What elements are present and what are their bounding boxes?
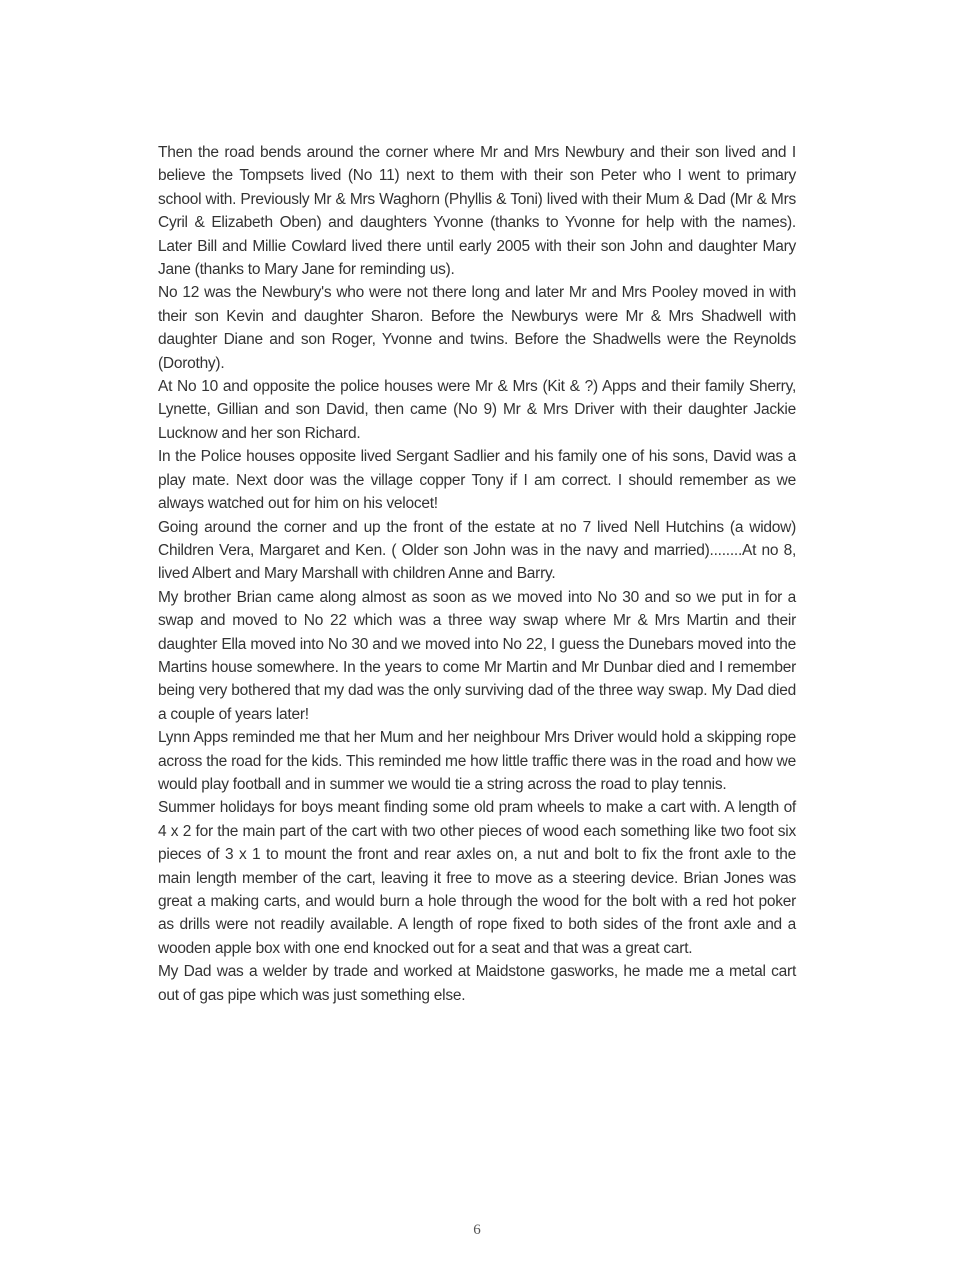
page-number: 6	[473, 1222, 481, 1238]
paragraph-newbury-tompsets: Then the road bends around the corner where Mr and Mrs Newbury and their son lived and I believe the Tompsets lived (No 11) next to them with their son Peter who I went to primary school with. Previously Mr & Mrs Waghorn (Phyllis & Toni) lived with their Mum & Dad (Mr & Mrs Cyril & Elizabeth Oben) and daughters Yvonne (thanks to Yvonne for help with the names). Later Bill and Millie Cowlard lived there until early 2005 with their son John and daughter Mary Jane (thanks to Mary Jane for reminding us).	[158, 144, 796, 279]
paragraph-summer-carts: Summer holidays for boys meant finding some old pram wheels to make a cart with. A length of 4 x 2 for the main part of the cart with two other pieces of wood each something like two foot six pieces of 3 x 1 to mount the front and rear axles on, a nut and bolt to fix the front axle to the main length member of the cart, leaving it free to move as a steering device. Brian Jones was great a making carts, and would burn a hole through the wood for the bolt with a red hot poker as drills were not readily available. A length of rope fixed to both sides of the front axle and a wooden apple box with one end knocked out for a seat and that was a great cart.	[158, 799, 796, 957]
paragraph-no-7: Going around the corner and up the front of the estate at no 7 lived Nell Hutchins (a widow) Children Vera, Margaret and Ken. ( Older son John was in the navy and married)........At no 8, lived Albert and Mary Marshall with children Anne and Barry.	[158, 518, 796, 583]
paragraph-police-houses: In the Police houses opposite lived Sergant Sadlier and his family one of his sons, David was a play mate. Next door was the village copper Tony if I am correct. I should remember as we always watched out for him on his velocet!	[158, 448, 796, 513]
paragraph-no-10: At No 10 and opposite the police houses were Mr & Mrs (Kit & ?) Apps and their family Sherry, Lynette, Gillian and son David, then came (No 9) Mr & Mrs Driver with their daughter Jackie Lucknow and her son Richard.	[158, 378, 796, 442]
paragraph-brother-brian: My brother Brian came along almost as soon as we moved into No 30 and so we put in for a swap and moved to No 22 which was a three way swap where Mr & Mrs Martin and their daughter Ella moved into No 30 and we moved into No 22, I guess the Dunebars moved into the Martins house somewhere. In the years to come Mr Martin and Mr Dunbar died and I remember being very bothered that my dad was the only surviving dad of the three way swap. My Dad died a couple of years later!	[158, 588, 796, 723]
paragraph-metal-cart: My Dad was a welder by trade and worked at Maidstone gasworks, he made me a metal cart out of gas pipe which was just something else.	[158, 963, 796, 1004]
body-text	[158, 141, 796, 1007]
paragraph-no-12: No 12 was the Newbury's who were not there long and later Mr and Mrs Pooley moved in with their son Kevin and daughter Sharon. Before the Newburys were Mr & Mrs Shadwell with daughter Diane and son Roger, Yvonne and twins. Before the Shadwells were the Reynolds (Dorothy).	[158, 284, 796, 372]
paragraph-lynn-apps: Lynn Apps reminded me that her Mum and her neighbour Mrs Driver would hold a skipping rope across the road for the kids. This reminded me how little traffic there was in the road and how we would play football and in summer we would tie a string across the road to play tennis.	[158, 729, 796, 793]
